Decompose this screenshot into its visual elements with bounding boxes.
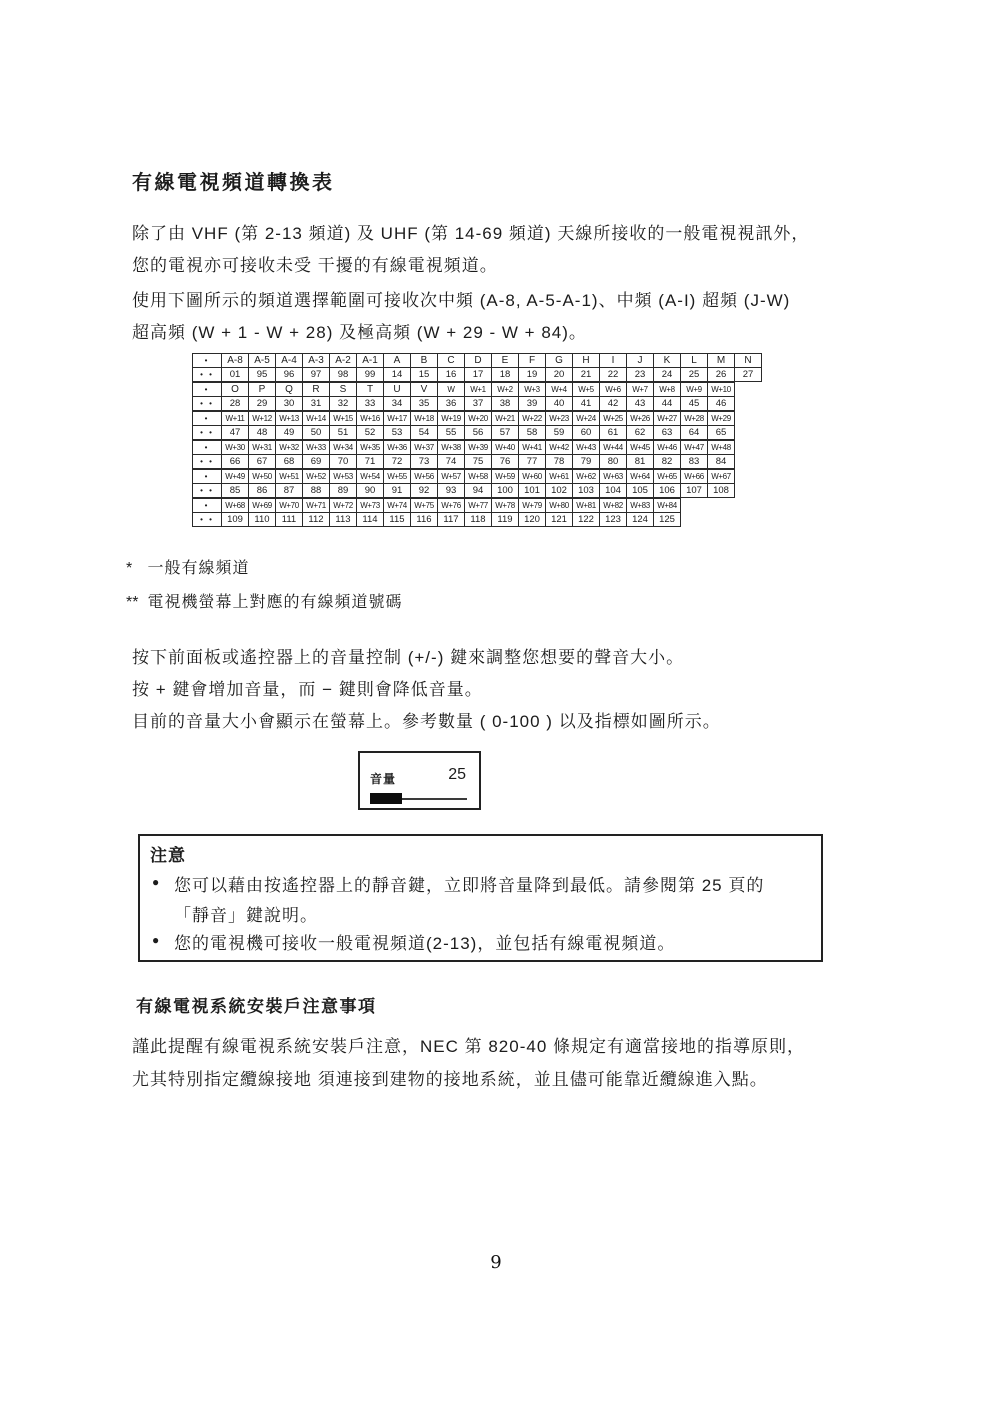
- channel-cell: 120: [519, 513, 546, 527]
- channel-cell: 102: [546, 484, 573, 498]
- channel-cell: V: [411, 383, 438, 397]
- volume-text-line: 按 + 鍵會增加音量，而 − 鍵則會降低音量。: [132, 680, 483, 699]
- channel-cell: 43: [627, 397, 654, 411]
- channel-cell: W+28: [681, 412, 708, 426]
- channel-cell: W+17: [384, 412, 411, 426]
- row-marker: •: [193, 412, 222, 426]
- channel-cell: 79: [573, 455, 600, 469]
- channel-cell: 18: [492, 368, 519, 382]
- channel-cell: W+48: [708, 441, 735, 455]
- channel-cell: 78: [546, 455, 573, 469]
- bullet-icon: ●: [152, 875, 160, 889]
- channel-cell: W+39: [465, 441, 492, 455]
- channel-cell: W+61: [546, 470, 573, 484]
- channel-cell: 106: [654, 484, 681, 498]
- channel-cell: 122: [573, 513, 600, 527]
- channel-cell: 24: [654, 368, 681, 382]
- volume-bar-fill: [370, 793, 402, 804]
- channel-cell: H: [573, 354, 600, 368]
- channel-cell: 123: [600, 513, 627, 527]
- volume-paragraph: [132, 642, 721, 738]
- channel-cell: W+35: [357, 441, 384, 455]
- channel-cell: 20: [546, 368, 573, 382]
- channel-cell: J: [627, 354, 654, 368]
- channel-cell: W+78: [492, 499, 519, 513]
- channel-cell: W+51: [276, 470, 303, 484]
- channel-cell: A-1: [357, 354, 384, 368]
- channel-cell: 19: [519, 368, 546, 382]
- channel-cell: 99: [357, 368, 384, 382]
- cable-text-line: 謹此提醒有線電視系統安裝戶注意，NEC 第 820-40 條規定有適當接地的指導原則，: [132, 1037, 805, 1056]
- channel-cell: 76: [492, 455, 519, 469]
- channel-cell: W+42: [546, 441, 573, 455]
- channel-cell: W+81: [573, 499, 600, 513]
- channel-cell: W+52: [303, 470, 330, 484]
- channel-cell: 93: [438, 484, 465, 498]
- channel-cell: 85: [222, 484, 249, 498]
- channel-cell: 118: [465, 513, 492, 527]
- channel-cell: W+41: [519, 441, 546, 455]
- channel-cell: W+19: [438, 412, 465, 426]
- volume-bar-track: [402, 798, 467, 800]
- channel-cell: 109: [222, 513, 249, 527]
- channel-cell: 111: [276, 513, 303, 527]
- channel-cell: W+24: [573, 412, 600, 426]
- channel-cell: E: [492, 354, 519, 368]
- volume-text-line: 按下前面板或遙控器上的音量控制 (+/-) 鍵來調整您想要的聲音大小。: [132, 648, 685, 667]
- channel-cell: 37: [465, 397, 492, 411]
- channel-letters-row: [193, 441, 735, 455]
- channel-cell: 57: [492, 426, 519, 440]
- channel-cell: 71: [357, 455, 384, 469]
- row-marker: •: [193, 354, 222, 368]
- channel-cell: 119: [492, 513, 519, 527]
- channel-cell: 110: [249, 513, 276, 527]
- channel-cell: 52: [357, 426, 384, 440]
- channel-cell: 121: [546, 513, 573, 527]
- channel-cell: W+1: [465, 383, 492, 397]
- channel-cell: 33: [357, 397, 384, 411]
- channel-cell: 67: [249, 455, 276, 469]
- channel-cell: A-8: [222, 354, 249, 368]
- channel-cell: 50: [303, 426, 330, 440]
- channel-cell: W+15: [330, 412, 357, 426]
- channel-cell: 66: [222, 455, 249, 469]
- intro-line: 使用下圖所示的頻道選擇範圍可接收次中頻 (A-8, A-5-A-1)、中頻 (A-I) 超頻 (J-W): [132, 291, 791, 310]
- bullet-icon: ●: [152, 933, 160, 947]
- channel-cell: 38: [492, 397, 519, 411]
- notice-box: [138, 834, 823, 962]
- channel-cell: 69: [303, 455, 330, 469]
- channel-cell: C: [438, 354, 465, 368]
- notice-item-text: [174, 871, 764, 931]
- row-marker: • •: [193, 455, 222, 469]
- channel-cell: K: [654, 354, 681, 368]
- channel-cell: W+76: [438, 499, 465, 513]
- channel-cell: W+43: [573, 441, 600, 455]
- channel-cell: 104: [600, 484, 627, 498]
- channel-cell: W+37: [411, 441, 438, 455]
- channel-cell: 29: [249, 397, 276, 411]
- channel-cell: 64: [681, 426, 708, 440]
- channel-cell: 89: [330, 484, 357, 498]
- channel-cell: W+6: [600, 383, 627, 397]
- row-marker: • •: [193, 397, 222, 411]
- channel-cell: 31: [303, 397, 330, 411]
- channel-cell: W+53: [330, 470, 357, 484]
- row-marker: •: [193, 441, 222, 455]
- volume-bar: [370, 793, 467, 804]
- channel-cell: A-2: [330, 354, 357, 368]
- channel-cell: 81: [627, 455, 654, 469]
- volume-label: 音量: [370, 772, 397, 786]
- channel-cell: 46: [708, 397, 735, 411]
- channel-cell: W+80: [546, 499, 573, 513]
- channel-cell: 26: [708, 368, 735, 382]
- channel-cell: 92: [411, 484, 438, 498]
- channel-cell: W+46: [654, 441, 681, 455]
- channel-cell: N: [735, 354, 762, 368]
- channel-cell: W+57: [438, 470, 465, 484]
- footnote-marker: *: [126, 560, 133, 577]
- channel-cell: 107: [681, 484, 708, 498]
- channel-cell: W+40: [492, 441, 519, 455]
- channel-cell: W+26: [627, 412, 654, 426]
- channel-cell: 30: [276, 397, 303, 411]
- footnote-cable-channels: [126, 555, 249, 578]
- row-marker: •: [193, 383, 222, 397]
- channel-cell: 39: [519, 397, 546, 411]
- channel-cell: W+33: [303, 441, 330, 455]
- channel-cell: 54: [411, 426, 438, 440]
- channel-cell: W+50: [249, 470, 276, 484]
- channel-cell: W+4: [546, 383, 573, 397]
- channel-cell: 22: [600, 368, 627, 382]
- channel-cell: 105: [627, 484, 654, 498]
- channel-cell: 101: [519, 484, 546, 498]
- notice-line: 「靜音」鍵說明。: [174, 906, 318, 925]
- channel-numbers-row: [193, 397, 735, 411]
- page-title: 有線電視頻道轉換表: [132, 172, 335, 194]
- channel-cell: W+60: [519, 470, 546, 484]
- channel-cell: W+83: [627, 499, 654, 513]
- band-table: [192, 440, 735, 469]
- channel-cell: 108: [708, 484, 735, 498]
- row-marker: •: [193, 470, 222, 484]
- channel-cell: W+47: [681, 441, 708, 455]
- intro-line: 您的電視亦可接收未受 干擾的有線電視頻道。: [132, 256, 498, 275]
- channel-cell: 98: [330, 368, 357, 382]
- channel-cell: 90: [357, 484, 384, 498]
- cable-installer-heading: 有線電視系統安裝戶注意事項: [136, 997, 377, 1016]
- channel-cell: 113: [330, 513, 357, 527]
- channel-cell: W+10: [708, 383, 735, 397]
- channel-numbers-row: [193, 455, 735, 469]
- channel-cell: M: [708, 354, 735, 368]
- channel-cell: W+16: [357, 412, 384, 426]
- channel-cell: 80: [600, 455, 627, 469]
- channel-cell: 16: [438, 368, 465, 382]
- channel-cell: 74: [438, 455, 465, 469]
- channel-cell: W+34: [330, 441, 357, 455]
- channel-cell: L: [681, 354, 708, 368]
- channel-cell: 25: [681, 368, 708, 382]
- volume-value: 25: [448, 766, 466, 783]
- channel-cell: 87: [276, 484, 303, 498]
- channel-cell: W+3: [519, 383, 546, 397]
- row-marker: • •: [193, 368, 222, 382]
- channel-cell: B: [411, 354, 438, 368]
- channel-letters-row: [193, 412, 735, 426]
- channel-cell: 83: [681, 455, 708, 469]
- channel-cell: 73: [411, 455, 438, 469]
- channel-cell: 103: [573, 484, 600, 498]
- channel-cell: W+67: [708, 470, 735, 484]
- channel-cell: W+14: [303, 412, 330, 426]
- channel-cell: D: [465, 354, 492, 368]
- channel-cell: W+7: [627, 383, 654, 397]
- row-marker: •: [193, 499, 222, 513]
- channel-cell: 28: [222, 397, 249, 411]
- channel-cell: T: [357, 383, 384, 397]
- channel-cell: 112: [303, 513, 330, 527]
- channel-cell: 41: [573, 397, 600, 411]
- notice-line: 您的電視機可接收一般電視頻道(2-13)，並包括有線電視頻道。: [174, 934, 676, 953]
- notice-item: [152, 929, 675, 959]
- row-marker: • •: [193, 513, 222, 527]
- channel-cell: 15: [411, 368, 438, 382]
- channel-cell: W+72: [330, 499, 357, 513]
- channel-cell: W+27: [654, 412, 681, 426]
- cable-installer-paragraph: [132, 1030, 805, 1096]
- intro-paragraph-2: [132, 285, 790, 349]
- channel-conversion-table: [192, 353, 762, 527]
- channel-cell: W+79: [519, 499, 546, 513]
- channel-cell: 21: [573, 368, 600, 382]
- channel-cell: 40: [546, 397, 573, 411]
- channel-numbers-row: [193, 368, 762, 382]
- channel-cell: 94: [465, 484, 492, 498]
- channel-cell: 01: [222, 368, 249, 382]
- volume-osd-box: [358, 751, 481, 810]
- channel-cell: 77: [519, 455, 546, 469]
- channel-cell: W+55: [384, 470, 411, 484]
- band-table: [192, 382, 735, 411]
- channel-cell: W+9: [681, 383, 708, 397]
- channel-cell: W+82: [600, 499, 627, 513]
- channel-cell: 61: [600, 426, 627, 440]
- channel-cell: W+73: [357, 499, 384, 513]
- channel-cell: W+18: [411, 412, 438, 426]
- channel-cell: W+5: [573, 383, 600, 397]
- channel-cell: W+38: [438, 441, 465, 455]
- channel-cell: W+70: [276, 499, 303, 513]
- channel-cell: 88: [303, 484, 330, 498]
- channel-cell: W+65: [654, 470, 681, 484]
- channel-cell: 125: [654, 513, 681, 527]
- channel-cell: 117: [438, 513, 465, 527]
- notice-item: [152, 871, 764, 931]
- channel-cell: W+71: [303, 499, 330, 513]
- channel-cell: 82: [654, 455, 681, 469]
- footnote-text: 一般有線頻道: [147, 560, 250, 577]
- channel-cell: A-5: [249, 354, 276, 368]
- channel-cell: W+45: [627, 441, 654, 455]
- channel-cell: 48: [249, 426, 276, 440]
- intro-line: 超高頻 (W + 1 - W + 28) 及極高頻 (W + 29 - W + 84)。: [132, 323, 587, 342]
- channel-cell: 116: [411, 513, 438, 527]
- channel-cell: W: [438, 383, 465, 397]
- channel-cell: W+31: [249, 441, 276, 455]
- channel-cell: 36: [438, 397, 465, 411]
- cable-text-line: 尤其特別指定纜線接地 須連接到建物的接地系統，並且儘可能靠近纜線進入點。: [132, 1070, 768, 1089]
- channel-cell: 27: [735, 368, 762, 382]
- channel-cell: 70: [330, 455, 357, 469]
- channel-cell: W+2: [492, 383, 519, 397]
- channel-cell: 51: [330, 426, 357, 440]
- channel-cell: W+68: [222, 499, 249, 513]
- channel-cell: 14: [384, 368, 411, 382]
- channel-cell: 72: [384, 455, 411, 469]
- channel-letters-row: [193, 354, 762, 368]
- channel-cell: 59: [546, 426, 573, 440]
- notice-item-text: [174, 929, 675, 959]
- channel-cell: 44: [654, 397, 681, 411]
- channel-cell: W+77: [465, 499, 492, 513]
- footnote-onscreen-numbers: [126, 589, 402, 612]
- channel-cell: W+69: [249, 499, 276, 513]
- row-marker: • •: [193, 484, 222, 498]
- channel-cell: W+12: [249, 412, 276, 426]
- channel-cell: W+13: [276, 412, 303, 426]
- channel-cell: W+64: [627, 470, 654, 484]
- footnote-marker: **: [126, 594, 139, 611]
- channel-cell: 53: [384, 426, 411, 440]
- channel-cell: U: [384, 383, 411, 397]
- channel-cell: W+59: [492, 470, 519, 484]
- channel-numbers-row: [193, 426, 735, 440]
- channel-cell: 114: [357, 513, 384, 527]
- channel-cell: W+74: [384, 499, 411, 513]
- channel-cell: W+56: [411, 470, 438, 484]
- channel-cell: W+66: [681, 470, 708, 484]
- channel-numbers-row: [193, 484, 735, 498]
- channel-cell: W+49: [222, 470, 249, 484]
- band-table: [192, 353, 762, 382]
- channel-cell: 65: [708, 426, 735, 440]
- channel-cell: W+36: [384, 441, 411, 455]
- channel-cell: 100: [492, 484, 519, 498]
- channel-cell: W+84: [654, 499, 681, 513]
- band-table: [192, 498, 681, 527]
- channel-cell: 47: [222, 426, 249, 440]
- channel-cell: 63: [654, 426, 681, 440]
- channel-cell: W+25: [600, 412, 627, 426]
- channel-cell: 124: [627, 513, 654, 527]
- channel-cell: 75: [465, 455, 492, 469]
- intro-line: 除了由 VHF (第 2-13 頻道) 及 UHF (第 14-69 頻道) 天線所接收的一般電視視訊外，: [132, 224, 810, 243]
- channel-cell: 84: [708, 455, 735, 469]
- channel-numbers-row: [193, 513, 681, 527]
- notice-title: 注意: [150, 846, 186, 865]
- channel-cell: 62: [627, 426, 654, 440]
- channel-cell: P: [249, 383, 276, 397]
- channel-cell: 56: [465, 426, 492, 440]
- channel-cell: 55: [438, 426, 465, 440]
- channel-cell: W+29: [708, 412, 735, 426]
- channel-cell: W+58: [465, 470, 492, 484]
- channel-cell: W+8: [654, 383, 681, 397]
- channel-letters-row: [193, 499, 681, 513]
- channel-cell: W+23: [546, 412, 573, 426]
- channel-cell: F: [519, 354, 546, 368]
- band-table: [192, 411, 735, 440]
- volume-text-line: 目前的音量大小會顯示在螢幕上。參考數量 ( 0-100 ) 以及指標如圖所示。: [132, 712, 721, 731]
- channel-letters-row: [193, 383, 735, 397]
- channel-cell: W+75: [411, 499, 438, 513]
- channel-cell: W+63: [600, 470, 627, 484]
- channel-cell: 95: [249, 368, 276, 382]
- notice-line: 您可以藉由按遙控器上的靜音鍵，立即將音量降到最低。請參閱第 25 頁的: [174, 876, 765, 895]
- channel-cell: 58: [519, 426, 546, 440]
- channel-cell: W+62: [573, 470, 600, 484]
- channel-cell: O: [222, 383, 249, 397]
- channel-cell: G: [546, 354, 573, 368]
- channel-cell: 35: [411, 397, 438, 411]
- channel-cell: 32: [330, 397, 357, 411]
- channel-cell: Q: [276, 383, 303, 397]
- channel-cell: W+20: [465, 412, 492, 426]
- channel-cell: 23: [627, 368, 654, 382]
- channel-cell: 91: [384, 484, 411, 498]
- channel-cell: W+44: [600, 441, 627, 455]
- channel-cell: R: [303, 383, 330, 397]
- channel-cell: W+11: [222, 412, 249, 426]
- channel-cell: 97: [303, 368, 330, 382]
- footnote-text: 電視機螢幕上對應的有線頻道號碼: [147, 594, 403, 611]
- row-marker: • •: [193, 426, 222, 440]
- channel-cell: I: [600, 354, 627, 368]
- channel-cell: 115: [384, 513, 411, 527]
- channel-cell: 17: [465, 368, 492, 382]
- page-number: 9: [490, 1252, 502, 1273]
- channel-cell: 34: [384, 397, 411, 411]
- channel-cell: A: [384, 354, 411, 368]
- channel-cell: W+30: [222, 441, 249, 455]
- intro-paragraph-1: [132, 218, 809, 282]
- band-table: [192, 469, 735, 498]
- channel-cell: A-3: [303, 354, 330, 368]
- channel-cell: W+54: [357, 470, 384, 484]
- channel-cell: 68: [276, 455, 303, 469]
- channel-cell: 86: [249, 484, 276, 498]
- channel-cell: W+32: [276, 441, 303, 455]
- channel-cell: 49: [276, 426, 303, 440]
- channel-letters-row: [193, 470, 735, 484]
- channel-cell: W+22: [519, 412, 546, 426]
- channel-cell: W+21: [492, 412, 519, 426]
- channel-cell: 45: [681, 397, 708, 411]
- channel-cell: 42: [600, 397, 627, 411]
- channel-cell: S: [330, 383, 357, 397]
- channel-cell: A-4: [276, 354, 303, 368]
- channel-cell: 60: [573, 426, 600, 440]
- channel-cell: 96: [276, 368, 303, 382]
